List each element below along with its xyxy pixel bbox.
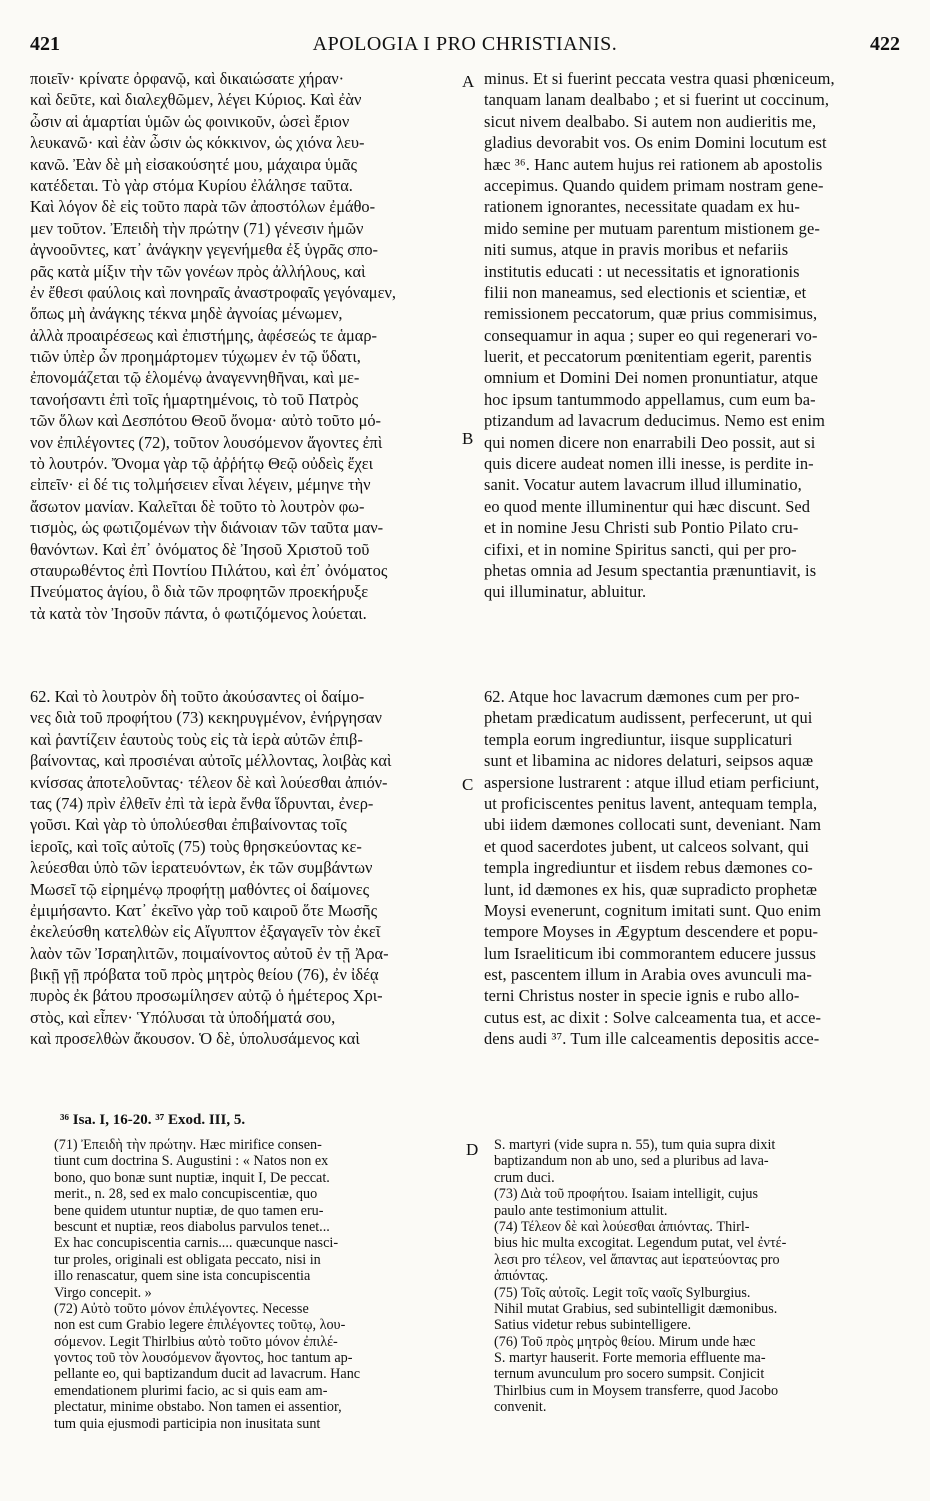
- latin-text-line: hoc ipsum tantummodo appellamus, cum eum ba-: [484, 389, 816, 409]
- latin-text-line: templa eorum ingrediuntur, iisque supplicaturi: [484, 729, 793, 749]
- note-line: ternum avunculum pro socero sumpsit. Conjicit: [494, 1366, 765, 1383]
- greek-text-line: θανόντων. Καὶ ἐπ᾽ ὀνόματος δὲ Ἰησοῦ Χριστοῦ τοῦ: [30, 539, 370, 559]
- greek-text-line: λαὸν τῶν Ἰσραηλιτῶν, ποιμαίνοντος αὐτοῦ ἐν τῇ Ἀρα-: [30, 943, 389, 963]
- greek-text-line: κνίσσας ἀποτελοῦντας· τέλεον δὲ καὶ λούεσθαι ἀπιόν-: [30, 772, 388, 792]
- latin-text-line: qui nomen dicere non enarrabili Deo possit, aut si: [484, 432, 816, 452]
- scripture-references: ³⁶ Isa. I, 16-20. ³⁷ Exod. III, 5.: [60, 1112, 246, 1128]
- greek-text-line: τας (74) πρὶν ἐλθεῖν ἐπὶ τὰ ἱερὰ ἔνθα ἵδρυνται, ἐνερ-: [30, 793, 374, 813]
- latin-text-line: tempore Moyses in Ægyptum descendere et popu-: [484, 922, 819, 942]
- note-line: plectatur, minime obstabo. Non tamen ei assentior,: [54, 1399, 342, 1416]
- running-title: APOLOGIA I PRO CHRISTIANIS.: [312, 32, 618, 55]
- greek-text-line: τὸ λουτρόν. Ὄνομα γὰρ τῷ ἀῤῥήτῳ Θεῷ οὐδεὶς ἔχει: [30, 454, 374, 474]
- greek-text-line: μεν τοῦτον. Ἐπειδὴ τὴν πρώτην (71) γένεσιν ἡμῶν: [30, 218, 364, 238]
- margin-marker-c: C: [462, 775, 474, 794]
- note-line: Thirlbius cum in Moysem transferre, quod Jacobo: [494, 1382, 779, 1399]
- latin-text-line: sanit. Vocatur autem lavacrum illud illuminatio,: [484, 475, 802, 495]
- note-line: crum duci.: [494, 1169, 555, 1186]
- note-line: bono, quo bonæ sunt nuptiæ, inquit I, De peccat.: [54, 1169, 330, 1186]
- greek-text-line: τιῶν ὑπὲρ ὧν προημάρτομεν τύχωμεν ἐν τῷ ὕδατι,: [30, 347, 361, 367]
- latin-text-line: consequamur in aqua ; super eo qui regenerari vo-: [484, 325, 818, 345]
- greek-text-line: σταυρωθέντος ἐπὶ Ποντίου Πιλάτου, καὶ ἐπ᾽ ὀνόματος: [30, 560, 388, 580]
- latin-text-line: templa ingrediuntur et iisdem rebus dæmones co-: [484, 858, 813, 878]
- notes-right-column: [494, 1137, 902, 1416]
- greek-text-line: κατέδεται. Τὸ γὰρ στόμα Κυρίου ἐλάλησε ταῦτα.: [30, 175, 353, 195]
- note-line: emendationem plurimi facio, ac si quis eam am-: [54, 1382, 328, 1399]
- latin-text-line: remissionem peccatorum, quæ prius commisimus,: [484, 304, 818, 324]
- latin-text-line: phetam prædicatum audissent, perfecerunt, ut qui: [484, 708, 813, 728]
- note-line: bene quidem utuntur nuptiæ, de quo tamen eru-: [54, 1202, 324, 1219]
- greek-text-line: τανοήσαντι ἐπὶ τοῖς ἡμαρτημένοις, τὸ τοῦ Πατρὸς: [30, 389, 359, 409]
- greek-text-line: καὶ προσελθὼν ἄκουσον. Ὁ δὲ, ὑπολυσάμενος καὶ: [30, 1029, 360, 1049]
- greek-text-line: γοῦσι. Καὶ γὰρ τὸ ὑπολύεσθαι ἐπιβαίνοντας τοῖς: [30, 815, 347, 835]
- margin-marker-d: D: [466, 1140, 479, 1159]
- note-line: tiunt cum doctrina S. Augustini : « Natos non ex: [54, 1153, 329, 1170]
- latin-text-line: terni Christus noster in specie ignis e rubo allo-: [484, 986, 800, 1006]
- latin-text-line: lum Israeliticum ibi commorantem educere jussus: [484, 943, 816, 963]
- latin-text-line: omnium et Domini Dei nomen pronuntiatur, atque: [484, 368, 818, 388]
- note-line: bescunt et nuptiæ, reos diabolus parvulos tenet...: [54, 1218, 330, 1235]
- greek-text-line: ποιεῖν· κρίνατε ὀρφανῷ, καὶ δικαιώσατε χήραν·: [30, 69, 345, 88]
- note-line: pellante eo, qui baptizandum ducit ad lavacrum. Hanc: [54, 1366, 361, 1383]
- greek-text-line: εἰπεῖν· εἰ δέ τις τολμήσειεν εἶναι λέγειν, μέμηνε τὴν: [30, 475, 371, 495]
- greek-text-line: ἐν ἔθεσι φαύλοις καὶ πονηραῖς ἀναστροφαῖς γεγόναμεν,: [30, 282, 396, 302]
- latin-text-line: est, pascentem illum in Arabia oves avunculi ma-: [484, 965, 812, 985]
- note-line: Nihil mutat Grabius, sed subintelligit dæmonibus.: [494, 1300, 778, 1317]
- page-header: [30, 28, 900, 60]
- note-line: Satius videtur rebus subintelligere.: [494, 1317, 692, 1334]
- note-line: bius hic multa excogitat. Legendum putat, vel ἐντέ-: [494, 1235, 787, 1252]
- latin-text-line: ubi iidem dæmones collocati sunt, deveniant. Nam: [484, 815, 822, 835]
- greek-text-line: λευκανῶ· καὶ ἐὰν ὦσιν ὡς κόκκινον, ὡς χιόνα λευ-: [30, 133, 365, 153]
- note-line: tur proles, originali est obligata peccato, nisi in: [54, 1251, 321, 1268]
- greek-text-line: ἱεροῖς, καὶ τοῖς αὐτοῖς (75) τοὺς θρησκεύοντας κε-: [30, 836, 362, 856]
- greek-text-line: τὰ κατὰ τὸν Ἰησοῦν πάντα, ὁ φωτιζόμενος λούεται.: [30, 603, 367, 623]
- greek-text-line: 62. Καὶ τὸ λουτρὸν δὴ τοῦτο ἀκούσαντες οἱ δαίμο-: [30, 687, 365, 706]
- greek-text-line: ἀλλὰ προαιρέσεως καὶ ἐπιστήμης, ἀφέσεώς τε ἁμαρ-: [30, 325, 377, 345]
- note-line: tum quia ejusmodi participia non inusitata sunt: [54, 1415, 321, 1432]
- greek-text-line: βαίνοντας, καὶ προσιέναι αὐτοῖς μέλλοντας, λοιβὰς καὶ: [30, 751, 392, 771]
- latin-text-line: rationem ignorantes, necessitate quadam ex hu-: [484, 197, 800, 217]
- greek-text-line: ὦσιν αἱ ἁμαρτίαι ὑμῶν ὡς φοινικοῦν, ὡσεὶ ἔριον: [30, 111, 350, 131]
- latin-text-line: hæc ³⁶. Hanc autem hujus rei rationem ab apostolis: [484, 154, 823, 174]
- note-line: S. martyri (vide supra n. 55), tum quia supra dixit: [494, 1137, 776, 1153]
- note-line: (75) Τοῖς αὐτοῖς. Legit τοῖς ναοῖς Sylburgius.: [494, 1284, 751, 1301]
- note-line: non est cum Grabio legere ἐπιλέγοντες τοῦτῳ, λου-: [54, 1317, 346, 1334]
- greek-text-line: νον ἐπιλέγοντες (72), τοῦτον λουσόμενον ἄγοντες ἐπὶ: [30, 432, 383, 452]
- latin-text-line: sunt et libamina ac nidores delaturi, seipsos aquæ: [484, 751, 814, 771]
- greek-text-line: καὶ δεῦτε, καὶ διαλεχθῶμεν, λέγει Κύριος. Καὶ ἐὰν: [30, 90, 362, 110]
- note-line: ἀπιόντας.: [494, 1268, 549, 1285]
- note-line: merit., n. 28, sed ex malo concupiscentiæ, quo: [54, 1186, 318, 1203]
- latin-text-line: et in nomine Jesu Christi sub Pontio Pilato cru-: [484, 518, 799, 538]
- latin-text-line: Moysi evenerunt, cognitum imitati sunt. Quo enim: [484, 900, 822, 920]
- greek-column-block-2: [30, 686, 460, 1050]
- left-page-number: 421: [30, 32, 60, 55]
- latin-text-line: eo quod mente illuminentur qui hæc discunt. Sed: [484, 496, 811, 516]
- greek-text-line: ἐμιμήσαντο. Κατ᾽ ἐκεῖνο γὰρ τοῦ καιροῦ ὅτε Μωσῆς: [30, 900, 378, 920]
- greek-text-line: ἐκελεύσθη κατελθὼν εἰς Αἴγυπτον ἐξαγαγεῖν τὸν ἐκεῖ: [30, 922, 381, 942]
- latin-text-line: niti sumus, atque in pravis moribus et nefariis: [484, 240, 789, 260]
- latin-text-line: 62. Atque hoc lavacrum dæmones cum per pro-: [484, 687, 800, 706]
- latin-text-line: gladius devorabit vos. Os enim Domini locutum est: [484, 133, 827, 153]
- greek-text-line: βικῇ γῇ πρόβατα τοῦ πρὸς μητρὸς θείου (76), ἐν ἰδέᾳ: [30, 965, 379, 985]
- latin-text-line: minus. Et si fuerint peccata vestra quasi phœniceum,: [484, 69, 835, 88]
- latin-text-line: ptizandum ad lavacrum deducimus. Nemo est enim: [484, 411, 825, 431]
- greek-text-line: τῶν ὅλων καὶ Δεσπότου Θεοῦ ὄνομα· αὐτὸ τοῦτο μό-: [30, 411, 382, 431]
- note-line: convenit.: [494, 1399, 547, 1416]
- note-line: (74) Τέλεον δὲ καὶ λούεσθαι ἀπιόντας. Thirl-: [494, 1218, 750, 1235]
- greek-text-line: τισμὸς, ὡς φωτιζομένων τὴν διάνοιαν τῶν ταῦτα μαν-: [30, 518, 384, 538]
- note-line: γοντος τοῦ τὸν λουσόμενον ἄγοντος, hoc tantum ap-: [54, 1350, 353, 1367]
- latin-text-line: ut proficiscentes penitus lavent, antequam templa,: [484, 793, 818, 813]
- latin-text-line: dens audi ³⁷. Tum ille calceamentis depositis acce-: [484, 1029, 820, 1049]
- greek-text-line: κανῶ. Ἐὰν δὲ μὴ εἰσακούσητέ μου, μάχαιρα ὑμᾶς: [30, 154, 357, 174]
- latin-text-line: cifixi, et in nomine Spiritus sancti, qui per pro-: [484, 539, 797, 559]
- note-line: illo renascatur, quem sine ista concupiscentia: [54, 1268, 311, 1285]
- latin-text-line: quis dicere audeat nomen illi inesse, is perdite in-: [484, 454, 814, 474]
- notes-left-column: [54, 1137, 462, 1432]
- note-line: baptizandum non ab uno, sed a pluribus ad lava-: [494, 1153, 769, 1170]
- note-line: (71) Ἐπειδὴ τὴν πρώτην. Hæc mirifice consen-: [54, 1137, 322, 1153]
- latin-text-line: mido semine per mutuam parentum mistionem ge-: [484, 218, 820, 238]
- greek-text-line: καὶ ῥαντίζειν ἑαυτοὺς τοὺς εἰς τὰ ἱερὰ αὐτῶν ἐπιβ-: [30, 729, 363, 749]
- greek-text-line: πυρὸς ἐκ βάτου προσωμίλησεν αὐτῷ ὁ ἡμέτερος Χρι-: [30, 986, 383, 1006]
- latin-text-line: luerit, et peccatorum pœnitentiam egerit, parentis: [484, 347, 812, 367]
- latin-text-line: tanquam lanam dealbabo ; et si fuerint ut coccinum,: [484, 90, 830, 110]
- latin-text-line: aspersione lustrarent : atque illud etiam perficiunt,: [484, 772, 820, 792]
- latin-column-block-2: [484, 686, 902, 1050]
- right-page-number: 422: [869, 32, 900, 55]
- note-line: paulo ante testimonium attulit.: [494, 1202, 668, 1219]
- note-line: (73) Διὰ τοῦ προφήτου. Isaiam intelligit, cujus: [494, 1186, 759, 1203]
- greek-text-line: στὸς, καὶ εἶπεν· Ὑπόλυσαι τὰ ὑποδήματά σου,: [30, 1007, 336, 1027]
- greek-text-line: Καὶ λόγον δὲ εἰς τοῦτο παρὰ τῶν ἀποστόλων ἐμάθο-: [30, 197, 376, 217]
- latin-text-line: sicut nivem dealbabo. Si autem non audieritis me,: [484, 111, 817, 131]
- note-line: λεσι pro τέλεον, vel ἅπαντας aut ἱερατεύοντας pro: [494, 1251, 780, 1268]
- latin-text-line: phetas omnia ad Jesum spectantia prænuntiavit, is: [484, 560, 817, 580]
- note-line: σόμενον. Legit Thirlbius αὐτὸ τοῦτο μόνον ἐπιλέ-: [54, 1333, 338, 1350]
- margin-marker-a: A: [462, 72, 475, 91]
- greek-text-line: λεύεσθαι ὑπὸ τῶν ἱερατευόντων, ἐκ τῶν συμβάντων: [30, 858, 373, 878]
- latin-text-line: lunt, id dæmones ex his, quæ supradicto prophetæ: [484, 879, 818, 899]
- latin-text-line: accepimus. Quando quidem primam nostram gene-: [484, 175, 824, 195]
- greek-text-line: νες διὰ τοῦ προφήτου (73) κεκηρυγμένον, ἐνήργησαν: [30, 708, 382, 728]
- greek-text-line: ἐπονομάζεται τῷ ἑλομένῳ ἀναγεννηθῆναι, καὶ με-: [30, 368, 360, 388]
- greek-text-line: ἀγνοοῦντες, κατ᾽ ἀνάγκην γεγενήμεθα ἐξ ὑγρᾶς σπο-: [30, 240, 378, 260]
- note-line: Ex hac concupiscentia carnis.... quæcunque nasci-: [54, 1235, 339, 1252]
- greek-column-block-1: [30, 68, 460, 624]
- latin-text-line: qui illuminatur, abluitur.: [484, 582, 647, 602]
- greek-text-line: ἄσωτον μανίαν. Καλεῖται δὲ τοῦτο τὸ λουτρὸν φω-: [30, 496, 365, 516]
- note-line: S. martyr hauserit. Forte memoria effluente ma-: [494, 1350, 766, 1367]
- latin-text-line: institutis educati : ut necessitatis et ignorationis: [484, 261, 800, 281]
- note-line: (72) Αὐτὸ τοῦτο μόνον ἐπιλέγοντες. Necesse: [54, 1300, 309, 1317]
- latin-text-line: filii non maneamus, sed electionis et scientiæ, et: [484, 282, 807, 302]
- greek-text-line: Πνεύματος ἁγίου, ὃ διὰ τῶν προφητῶν προεκήρυξε: [30, 582, 369, 602]
- margin-marker-b: B: [462, 429, 474, 448]
- note-line: Virgo concepit. »: [54, 1284, 152, 1301]
- greek-text-line: Μωσεῖ τῷ εἰρημένῳ προφήτῃ μαθόντες οἱ δαίμονες: [30, 879, 370, 899]
- latin-column-block-1: [484, 68, 902, 603]
- latin-text-line: et quod sacerdotes jubent, ut calceos solvant, qui: [484, 836, 809, 856]
- greek-text-line: ὅπως μὴ ἀνάγκης τέκνα μηδὲ ἀγνοίας μένωμεν,: [30, 304, 343, 324]
- latin-text-line: cutus est, ac dixit : Solve calceamenta tua, et acce-: [484, 1007, 822, 1027]
- greek-text-line: ρᾶς κατὰ μίξιν τὴν τῶν γονέων πρὸς ἀλλήλους, καὶ: [30, 261, 366, 281]
- note-line: (76) Τοῦ πρὸς μητρὸς θείου. Mirum unde hæc: [494, 1333, 756, 1350]
